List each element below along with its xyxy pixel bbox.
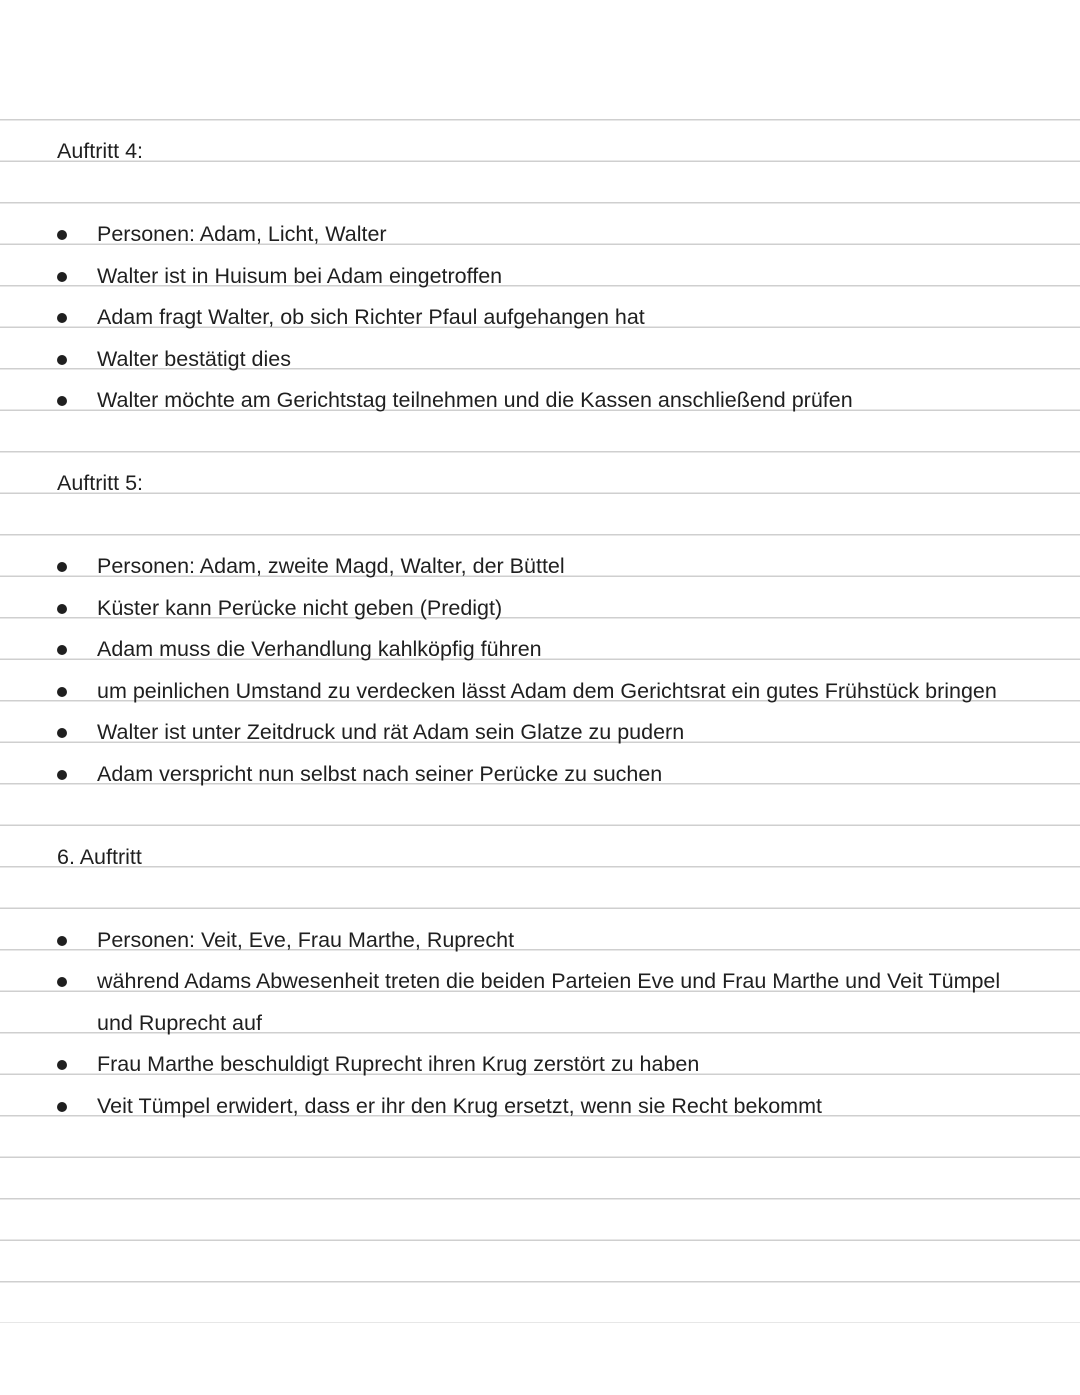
list-item — [57, 754, 1017, 796]
list-item — [57, 588, 1017, 630]
list-item — [57, 961, 1017, 1044]
bullet-icon — [57, 230, 67, 240]
blank-line — [57, 422, 1017, 464]
section-heading: Auftritt 4: — [57, 139, 144, 163]
bullet-icon — [57, 770, 67, 780]
list-item-text: Personen: Adam, zweite Magd, Walter, der Büttel — [97, 554, 565, 578]
list-item-text: Adam muss die Verhandlung kahlköpfig führen — [97, 637, 542, 661]
list-item — [57, 297, 1017, 339]
bullet-icon — [57, 604, 67, 614]
bullet-icon — [57, 562, 67, 572]
bullet-icon — [57, 355, 67, 365]
bullet-icon — [57, 1102, 67, 1112]
list-item-text: Adam verspricht nun selbst nach seiner Perücke zu suchen — [97, 761, 663, 786]
bullet-icon — [57, 272, 67, 282]
list-item — [57, 671, 1017, 713]
list-item-text: um peinlichen Umstand zu verdecken lässt Adam dem Gerichtsrat ein gutes Frühstück bringen — [97, 678, 997, 703]
bullet-icon — [57, 313, 67, 323]
list-item — [57, 712, 1017, 754]
section-heading: 6. Auftritt — [57, 844, 142, 869]
list-item-text: Personen: Adam, Licht, Walter — [97, 222, 387, 246]
list-item-text: Walter bestätigt dies — [97, 346, 291, 371]
list-item — [57, 339, 1017, 381]
list-item — [57, 1086, 1017, 1128]
bullet-icon — [57, 687, 67, 697]
list-item-text: Walter möchte am Gerichtstag teilnehmen und die Kassen anschließend prüfen — [97, 388, 853, 412]
list-item-text: Walter ist in Huisum bei Adam eingetroffen — [97, 263, 503, 288]
list-item — [57, 629, 1017, 671]
bullet-icon — [57, 645, 67, 655]
section-auftritt-5 — [57, 463, 1017, 837]
bullet-list — [57, 214, 1017, 422]
bullet-icon — [57, 728, 67, 738]
list-item-text: Walter ist unter Zeitdruck und rät Adam sein Glatze zu pudern — [97, 720, 685, 744]
blank-line — [57, 795, 1017, 837]
bullet-list — [57, 920, 1017, 1128]
blank-line — [57, 878, 1017, 920]
notes-content — [57, 131, 1017, 1127]
list-item — [57, 214, 1017, 256]
list-item-text: Küster kann Perücke nicht geben (Predigt) — [97, 595, 503, 620]
list-item — [57, 256, 1017, 298]
blank-line — [57, 505, 1017, 547]
list-item-text: Personen: Veit, Eve, Frau Marthe, Ruprecht — [97, 927, 515, 952]
list-item-text: Frau Marthe beschuldigt Ruprecht ihren Krug zerstört zu haben — [97, 1052, 700, 1076]
list-item — [57, 546, 1017, 588]
section-auftritt-4 — [57, 131, 1017, 463]
bullet-list — [57, 546, 1017, 795]
list-item-text: während Adams Abwesenheit treten die beiden Parteien Eve und Frau Marthe und Veit Tümpel und Ruprecht auf — [97, 969, 1001, 1035]
list-item — [57, 1044, 1017, 1086]
bullet-icon — [57, 1060, 67, 1070]
bullet-icon — [57, 396, 67, 406]
bullet-icon — [57, 936, 67, 946]
list-item-text: Veit Tümpel erwidert, dass er ihr den Krug ersetzt, wenn sie Recht bekommt — [97, 1093, 822, 1118]
bullet-icon — [57, 977, 67, 987]
list-item — [57, 920, 1017, 962]
list-item — [57, 380, 1017, 422]
blank-line — [57, 173, 1017, 215]
section-auftritt-6 — [57, 837, 1017, 1128]
section-heading: Auftritt 5: — [57, 471, 144, 495]
list-item-text: Adam fragt Walter, ob sich Richter Pfaul aufgehangen hat — [97, 305, 645, 329]
